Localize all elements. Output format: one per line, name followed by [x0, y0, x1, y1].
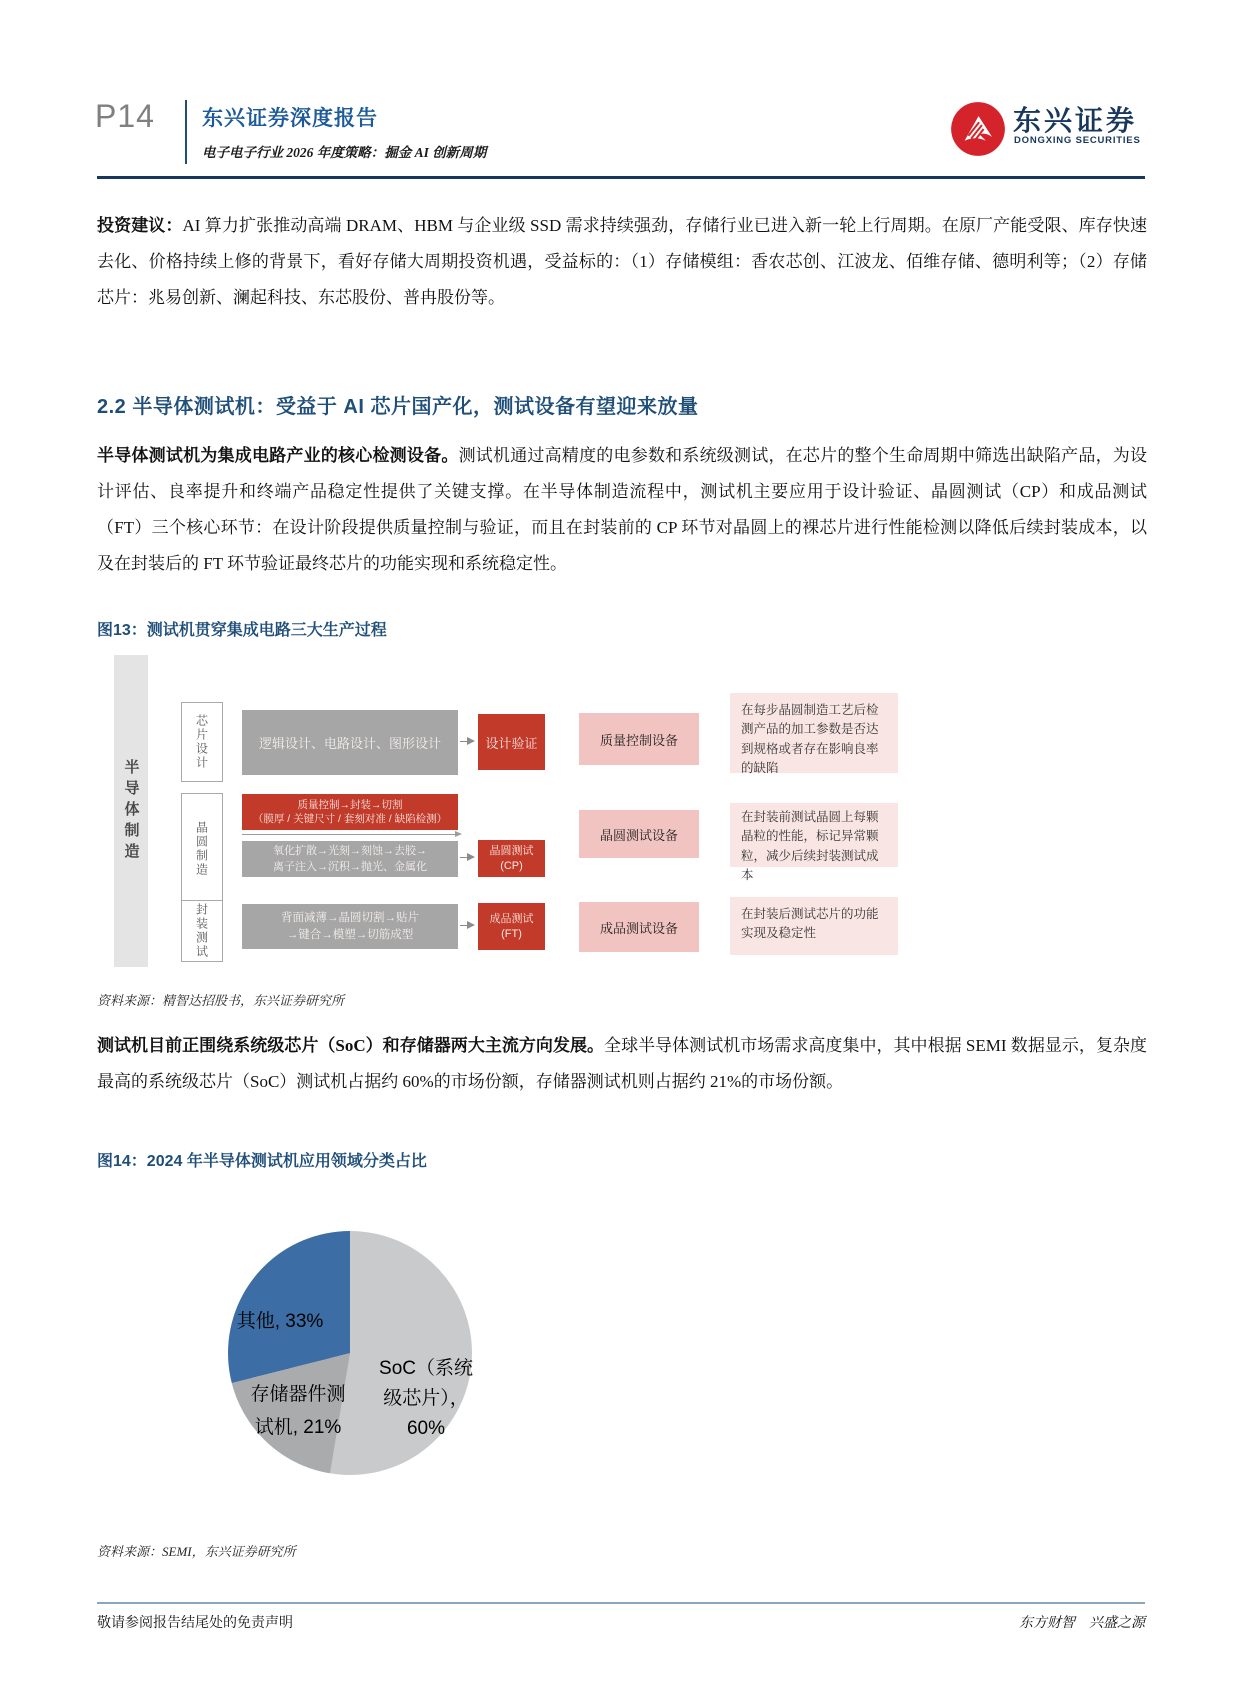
qc-line2: （膜厚 / 关键尺寸 / 套刻对准 / 缺陷检测） [252, 813, 448, 825]
stage-box-chip-design [181, 702, 223, 782]
company-logo [950, 101, 1150, 161]
page-number: P14 [95, 98, 155, 134]
footer-rule [97, 1602, 1145, 1604]
pie-label-soc [366, 1354, 486, 1444]
logo-text-cn: 东兴证券 [1013, 105, 1138, 136]
stage-label: 芯片设计 [194, 714, 209, 770]
footer-slogan: 东方财智 兴盛之源 [1019, 1616, 1145, 1631]
qc-line1: 质量控制→封装→切割 [297, 799, 403, 811]
stage-label: 晶圆制造 [194, 821, 209, 877]
equipment-box-wafer-test [579, 810, 699, 858]
process-line2: →键合→模塑→切筋成型 [286, 928, 414, 941]
pie-label-line: 试机, 21% [254, 1417, 342, 1438]
test-box-cp [478, 840, 545, 877]
test-line2: (CP) [500, 859, 523, 872]
stage-box-wafer-fab [181, 793, 223, 905]
test-text: 设计验证 [485, 735, 538, 751]
test-line1: 晶圆测试 [489, 844, 534, 857]
test-line2: (FT) [501, 927, 522, 940]
stage-label: 封装测试 [194, 903, 209, 959]
process-line2: 离子注入→沉积→抛光、金属化 [273, 861, 427, 873]
process-box-wafer [242, 841, 458, 877]
qc-box-wafer [242, 794, 458, 830]
pie-label-other [224, 1306, 336, 1333]
long-arrow-right-icon [242, 834, 460, 835]
equipment-text: 质量控制设备 [599, 732, 678, 748]
process-box-package [242, 904, 458, 949]
description-text: 在封装后测试芯片的功能实现及稳定性 [741, 907, 879, 941]
figure13-title: 图13：测试机贯穿集成电路三大生产过程 [97, 622, 387, 639]
description-text: 在封装前测试晶圆上每颗晶粒的性能，标记异常颗粒，减少后续封装测试成本 [741, 810, 879, 883]
equipment-text: 成品测试设备 [599, 920, 678, 936]
section-heading: 2.2 半导体测试机：受益于 AI 芯片国产化，测试设备有望迎来放量 [97, 396, 699, 418]
equipment-text: 晶圆测试设备 [599, 827, 678, 843]
figure13-diagram [97, 650, 1147, 972]
paragraph-text: 测试机通过高精度的电参数和系统级测试，在芯片的整个生命周期中筛选出缺陷产品，为设计评估、良率提升和终端产品稳定性提供了关键支撑。在半导体制造流程中，测试机主要应用于设计验证、晶圆测试（CP）和成品测试（FT）三个核心环节：在设计阶段提供质量控制与验证，而且在封装前的 CP 环节对晶圆上的裸芯片进行性能检测以降低后续封装成本，以及在封装后的 FT 环节验证最终芯片的功能实现和系统稳定性。 [97, 446, 1148, 573]
stage-box-package-test [181, 900, 223, 962]
paragraph-lead: 测试机目前正围绕系统级芯片（SoC）和存储器两大主流方向发展。 [97, 1036, 605, 1055]
figure14-title: 图14：2024 年半导体测试机应用领域分类占比 [97, 1153, 427, 1170]
description-text: 在每步晶圆制造工艺后检测产品的加工参数是否达到规格或者存在影响良率的缺陷 [741, 703, 879, 776]
tester-intro-paragraph [97, 438, 1147, 582]
footer-disclaimer: 敬请参阅报告结尾处的免责声明 [97, 1616, 293, 1631]
arrow-right-icon [460, 857, 473, 858]
description-box-row2 [730, 803, 898, 883]
report-subtitle: 电子电子行业 2026 年度策略：掘金 AI 创新周期 [202, 145, 487, 160]
equipment-box-quality-control [579, 713, 699, 765]
logo-text-en: DONGXING SECURITIES [1014, 135, 1141, 146]
header-rule [97, 176, 1145, 179]
investment-advice-paragraph [97, 208, 1147, 316]
semiconductor-manufacturing-bar [114, 655, 148, 967]
process-line1: 背面减薄→晶圆切割→贴片 [281, 911, 419, 924]
paragraph-lead: 半导体测试机为集成电路产业的核心检测设备。 [97, 446, 459, 465]
header-divider [185, 100, 187, 164]
pie-label-line: SoC（系统 [379, 1358, 473, 1379]
report-type-title: 东兴证券深度报告 [202, 107, 378, 130]
pie-label-line: 60% [406, 1418, 446, 1439]
test-line1: 成品测试 [489, 912, 534, 925]
arrow-right-icon [460, 925, 473, 926]
test-box-design-verification [478, 714, 545, 770]
description-box-row3 [730, 897, 898, 955]
pie-label-memory [232, 1378, 364, 1444]
equipment-box-final-test [579, 902, 699, 952]
side-label: 半导体制造 [122, 758, 140, 864]
test-box-ft [478, 903, 545, 950]
figure13-source: 资料来源：精智达招股书，东兴证券研究所 [97, 993, 345, 1008]
arrow-right-icon [460, 741, 473, 742]
paragraph-text: AI 算力扩张推动高端 DRAM、HBM 与企业级 SSD 需求持续强劲，存储行业已进入新一轮上行周期。在原厂产能受限、库存快速去化、价格持续上修的背景下，看好存储大周期投资机遇，受益标的：（1）存储模组：香农芯创、江波龙、佰维存储、德明利等；（2）存储芯片：兆易创新、澜起科技、东芯股份、普冉股份等。 [97, 216, 1147, 307]
description-box-row1 [730, 693, 898, 776]
pie-label-line: 存储器件测 [250, 1384, 346, 1405]
figure14-source: 资料来源：SEMI，东兴证券研究所 [97, 1544, 296, 1559]
process-line1: 氧化扩散→光刻→刻蚀→去胶→ [273, 845, 427, 857]
paragraph-text: 全球半导体测试机市场需求高度集中，其中根据 SEMI 数据显示，复杂度最高的系统级芯片（SoC）测试机占据约 60%的市场份额，存储器测试机则占据约 21%的市场份额。 [97, 1036, 1147, 1091]
dongxing-logo-icon [950, 101, 1006, 157]
pie-label-line: 其他, 33% [236, 1311, 324, 1332]
market-share-paragraph [97, 1028, 1147, 1100]
pie-label-line: 级芯片）， [383, 1388, 469, 1409]
paragraph-lead: 投资建议： [97, 216, 183, 235]
process-text: 逻辑设计、电路设计、图形设计 [258, 736, 441, 751]
process-box-design [242, 710, 458, 775]
